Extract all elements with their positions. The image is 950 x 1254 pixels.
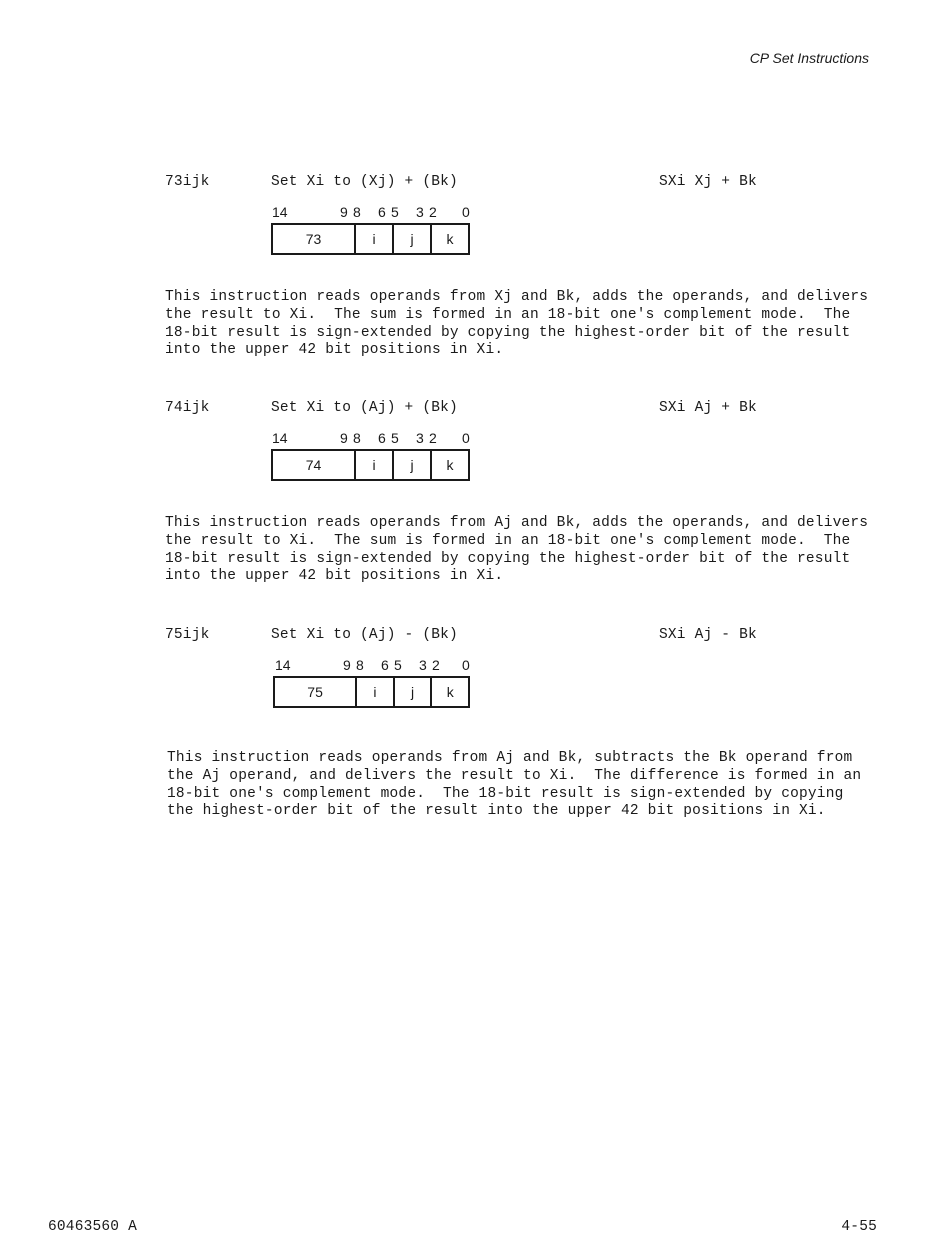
bit-label: 14: [272, 204, 288, 220]
opcode-field: 73: [305, 231, 322, 247]
instruction-mnemonic: SXi Aj + Bk: [659, 400, 757, 416]
instruction-73ijk: [0, 174, 950, 394]
bit-label: 8: [356, 657, 364, 673]
instruction-title: Set Xi to (Aj) - (Bk): [271, 627, 458, 643]
i-field: i: [355, 678, 393, 706]
document-number: 60463560 A: [48, 1219, 138, 1235]
description-line: This instruction reads operands from Aj and Bk, adds the operands, and delivers: [165, 515, 869, 531]
opcode-field: 75: [307, 684, 323, 700]
bit-label: 5: [391, 204, 399, 220]
bit-label: 2: [429, 430, 437, 446]
bit-label: 3: [419, 657, 427, 673]
description-line: the highest-order bit of the result into the upper 42 bit positions in Xi.: [167, 803, 826, 820]
k-field: k: [430, 225, 468, 253]
instruction-mnemonic: SXi Xj + Bk: [659, 174, 757, 190]
bit-label: 9: [343, 657, 351, 673]
bit-label: 2: [429, 204, 437, 220]
bit-label: 9: [340, 430, 348, 446]
j-field: j: [392, 451, 430, 479]
bit-label: 6: [381, 657, 389, 673]
opcode-field: 74: [305, 457, 322, 473]
instruction-description: [165, 515, 868, 586]
bit-label: 5: [391, 430, 399, 446]
description-line: 18-bit one's complement mode. The 18-bit result is sign-extended by copying: [167, 785, 844, 802]
bit-position-labels: [270, 204, 490, 222]
bit-label: 0: [462, 657, 470, 673]
description-line: the Aj operand, and delivers the result to Xi. The difference is formed in an: [167, 767, 862, 784]
running-header: CP Set Instructions: [749, 50, 869, 66]
bit-label: 0: [462, 204, 470, 220]
bit-label: 14: [275, 657, 291, 673]
description-line: This instruction reads operands from Xj and Bk, adds the operands, and delivers: [165, 289, 869, 305]
instruction-description: [165, 289, 868, 360]
bit-position-labels: [273, 657, 493, 675]
description-line: 18-bit result is sign-extended by copying the highest-order bit of the result: [165, 324, 851, 341]
instruction-mnemonic: SXi Aj - Bk: [659, 627, 757, 643]
bit-label: 14: [272, 430, 288, 446]
description-line: into the upper 42 bit positions in Xi.: [165, 568, 504, 585]
description-line: This instruction reads operands from Aj and Bk, subtracts the Bk operand from: [167, 750, 853, 766]
k-field: k: [430, 678, 468, 706]
instruction-title: Set Xi to (Aj) + (Bk): [271, 400, 458, 416]
bit-label: 9: [340, 204, 348, 220]
opcode-label: 73ijk: [165, 174, 210, 190]
bit-position-labels: [270, 430, 490, 448]
opcode-label: 74ijk: [165, 400, 210, 416]
i-field: i: [354, 225, 392, 253]
bit-label: 3: [416, 204, 424, 220]
description-line: the result to Xi. The sum is formed in an 18-bit one's complement mode. The: [165, 532, 851, 549]
bit-label: 5: [394, 657, 402, 673]
i-field: i: [354, 451, 392, 479]
instruction-format-box: [271, 449, 470, 481]
bit-label: 0: [462, 430, 470, 446]
page-number: 4-55: [841, 1219, 877, 1235]
bit-label: 2: [432, 657, 440, 673]
bit-label: 3: [416, 430, 424, 446]
j-field: j: [393, 678, 431, 706]
bit-label: 6: [378, 430, 386, 446]
bit-label: 8: [353, 430, 361, 446]
bit-label: 6: [378, 204, 386, 220]
instruction-74ijk: [0, 400, 950, 620]
instruction-format-box: [273, 676, 470, 708]
instruction-format-box: [271, 223, 470, 255]
description-line: into the upper 42 bit positions in Xi.: [165, 342, 504, 359]
opcode-label: 75ijk: [165, 627, 210, 643]
instruction-description: [167, 750, 861, 821]
j-field: j: [392, 225, 430, 253]
instruction-title: Set Xi to (Xj) + (Bk): [271, 174, 458, 190]
bit-label: 8: [353, 204, 361, 220]
description-line: the result to Xi. The sum is formed in an 18-bit one's complement mode. The: [165, 306, 851, 323]
description-line: 18-bit result is sign-extended by copying the highest-order bit of the result: [165, 550, 851, 567]
instruction-75ijk: [0, 627, 950, 847]
k-field: k: [430, 451, 468, 479]
